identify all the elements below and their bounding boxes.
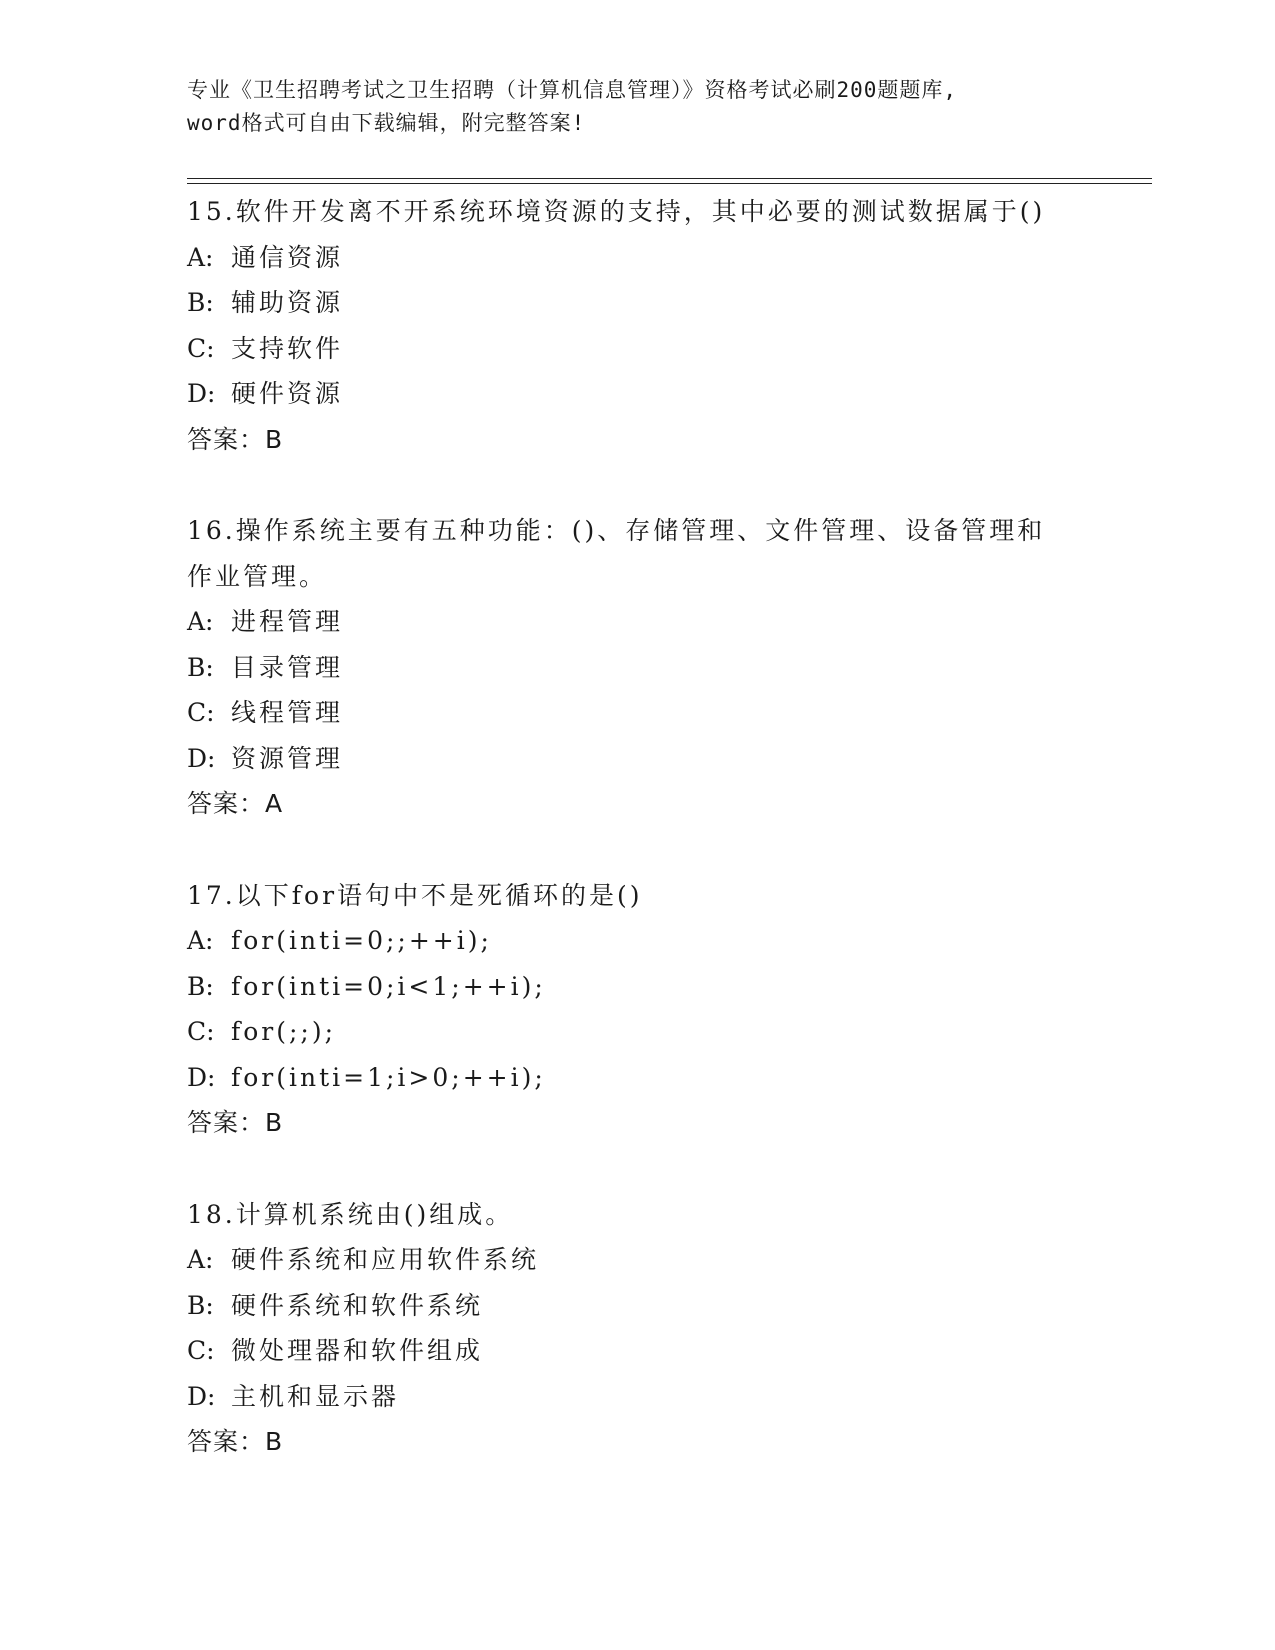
option-text: 硬件系统和软件系统 [231,1290,484,1320]
option-d [187,736,1127,782]
question-stem: 17.以下for语句中不是死循环的是() [187,880,643,910]
question-18 [187,1192,1127,1465]
option-b [187,645,1127,691]
option-letter: D: [187,1062,216,1092]
option-text: 通信资源 [231,242,344,272]
option-text: 线程管理 [231,698,344,727]
option-text: 支持软件 [231,333,344,363]
header-line-1: 专业《卫生招聘考试之卫生招聘（计算机信息管理）》资格考试必刷200题题库, [187,78,958,102]
header-line-2: word格式可自由下载编辑，附完整答案! [187,111,586,135]
document-header [187,74,1087,140]
spacer [187,1146,1127,1192]
header-divider-top [187,178,1152,179]
spacer [187,827,1127,873]
option-text: for(inti=0;;++i); [231,926,492,955]
option-letter: C: [187,1336,215,1365]
option-text: 目录管理 [231,652,344,682]
option-letter: C: [187,698,215,727]
option-text: for(;;); [231,1017,337,1046]
option-c [187,690,1127,736]
option-letter: D: [187,743,216,773]
option-letter: A: [187,242,214,272]
option-letter: C: [187,333,215,363]
answer: 答案：B [187,1108,284,1137]
question-list [187,189,1127,1465]
option-d [187,371,1127,417]
question-stem: 18.计算机系统由()组成。 [187,1199,514,1229]
option-text: 硬件资源 [231,379,344,408]
question-15 [187,189,1127,462]
option-d [187,1374,1127,1420]
option-letter: B: [187,971,214,1001]
question-16 [187,508,1127,827]
answer: 答案：B [187,1427,284,1456]
option-text: 硬件系统和应用软件系统 [231,1245,540,1274]
spacer [187,462,1127,508]
option-c [187,1009,1127,1055]
option-letter: B: [187,288,214,317]
answer: 答案：B [187,424,284,454]
option-letter: B: [187,652,214,682]
option-text: 主机和显示器 [231,1381,400,1411]
option-c [187,1328,1127,1374]
option-c [187,326,1127,372]
question-17 [187,873,1127,1146]
option-b [187,1283,1127,1329]
option-letter: B: [187,1290,214,1320]
option-d [187,1055,1127,1101]
option-letter: D: [187,1381,216,1411]
option-text: for(inti=0;i<1;++i); [231,971,546,1001]
question-stem-line-2: 作业管理。 [187,561,328,591]
option-a [187,235,1127,281]
option-letter: A: [187,926,214,955]
header-divider-bottom [187,183,1152,184]
option-a [187,1237,1127,1283]
option-letter: A: [187,607,214,636]
answer: 答案：A [187,789,284,818]
question-stem-line-1: 16.操作系统主要有五种功能：()、存储管理、文件管理、设备管理和 [187,516,1046,545]
option-letter: A: [187,1245,214,1274]
option-b [187,964,1127,1010]
option-text: 微处理器和软件组成 [231,1336,484,1365]
option-a [187,599,1127,645]
option-text: for(inti=1;i>0;++i); [231,1062,546,1092]
option-letter: D: [187,379,216,408]
question-stem: 15.软件开发离不开系统环境资源的支持，其中必要的测试数据属于() [187,197,1046,226]
option-text: 进程管理 [231,607,344,636]
option-b [187,280,1127,326]
option-text: 资源管理 [231,743,344,773]
option-text: 辅助资源 [231,288,344,317]
option-letter: C: [187,1017,215,1046]
option-a [187,918,1127,964]
